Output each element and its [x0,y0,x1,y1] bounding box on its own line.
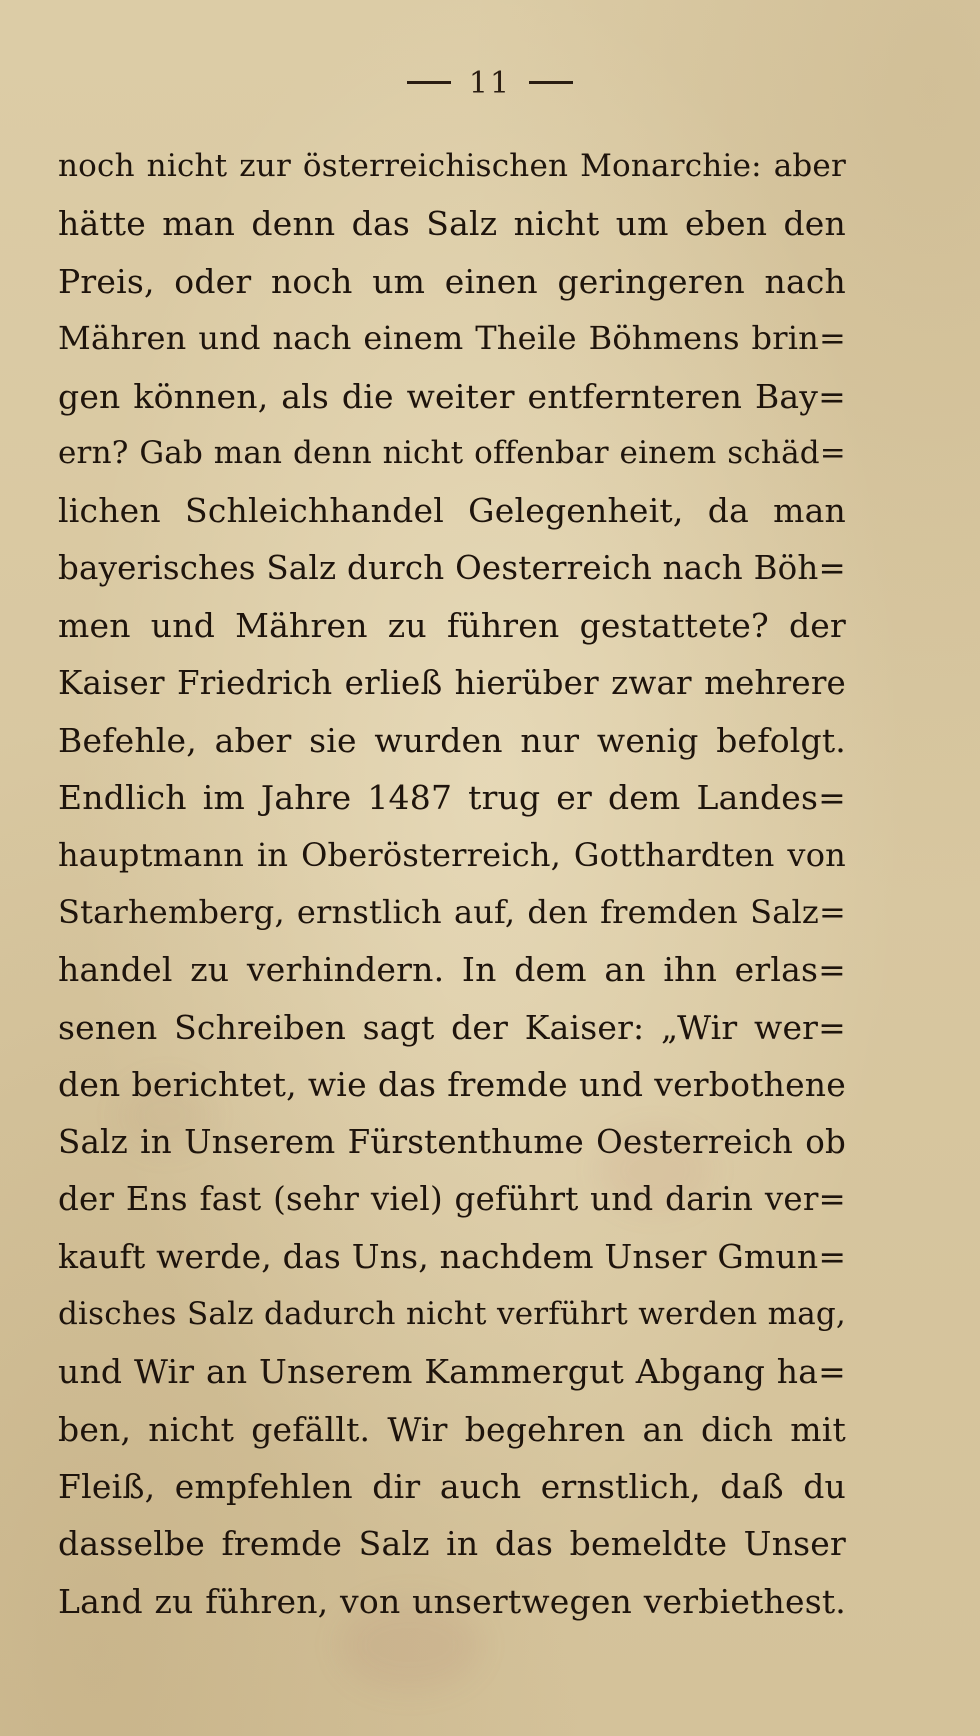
text-line: hauptmann in Oberösterreich, Gotthardten von [58,835,846,874]
page-number: 11 [468,66,512,101]
text-line: Mähren und nach einem Theile Böhmens brin= [58,319,846,358]
text-line: handel zu verhindern. In dem an ihn erlas= [58,950,846,990]
text-line: bayerisches Salz durch Oesterreich nach Böh= [58,548,846,587]
text-line: gen können, als die weiter entfernteren Bay= [58,376,846,416]
text-line: noch nicht zur österreichischen Monarchie: aber [58,148,846,184]
text-line: Fleiß, empfehlen dir auch ernstlich, daß du [58,1466,846,1506]
text-line: men und Mähren zu führen gestattete? der [58,606,846,646]
text-line: Land zu führen, von unsertwegen verbiethest. [58,1581,846,1621]
text-line: Preis, oder noch um einen geringeren nach [58,261,846,301]
text-line: Endlich im Jahre 1487 trug er dem Landes= [58,778,846,818]
text-line: der Ens fast (sehr viel) geführt und darin ver= [58,1180,846,1219]
text-line: disches Salz dadurch nicht verführt werden mag, [58,1295,846,1332]
text-line: ern? Gab man denn nicht offenbar einem schäd= [58,434,846,471]
text-line: kauft werde, das Uns, nachdem Unser Gmun= [58,1237,847,1277]
text-line: ben, nicht gefällt. Wir begehren an dich mit [58,1409,846,1449]
text-line: und Wir an Unserem Kammergut Abgang ha= [58,1352,846,1392]
header-dash-right [529,81,573,84]
body-text [58,138,846,1630]
text-line: senen Schreiben sagt der Kaiser: „Wir wer= [58,1007,846,1047]
text-line: lichen Schleichhandel Gelegenheit, da man [58,491,846,531]
page-header [0,66,980,101]
text-line: den berichtet, wie das fremde und verbothene [58,1065,846,1105]
text-line: Kaiser Friedrich erließ hierüber zwar mehrere [58,663,846,702]
text-line: Befehle, aber sie wurden nur wenig befolgt. [58,720,846,760]
header-dash-left [407,81,451,84]
text-line: hätte man denn das Salz nicht um eben den [58,204,846,244]
text-line: Salz in Unserem Fürstenthume Oesterreich ob [58,1122,846,1161]
text-line: dasselbe fremde Salz in das bemeldte Unser [58,1524,846,1564]
text-line: Starhemberg, ernstlich auf, den fremden Salz= [58,893,846,932]
